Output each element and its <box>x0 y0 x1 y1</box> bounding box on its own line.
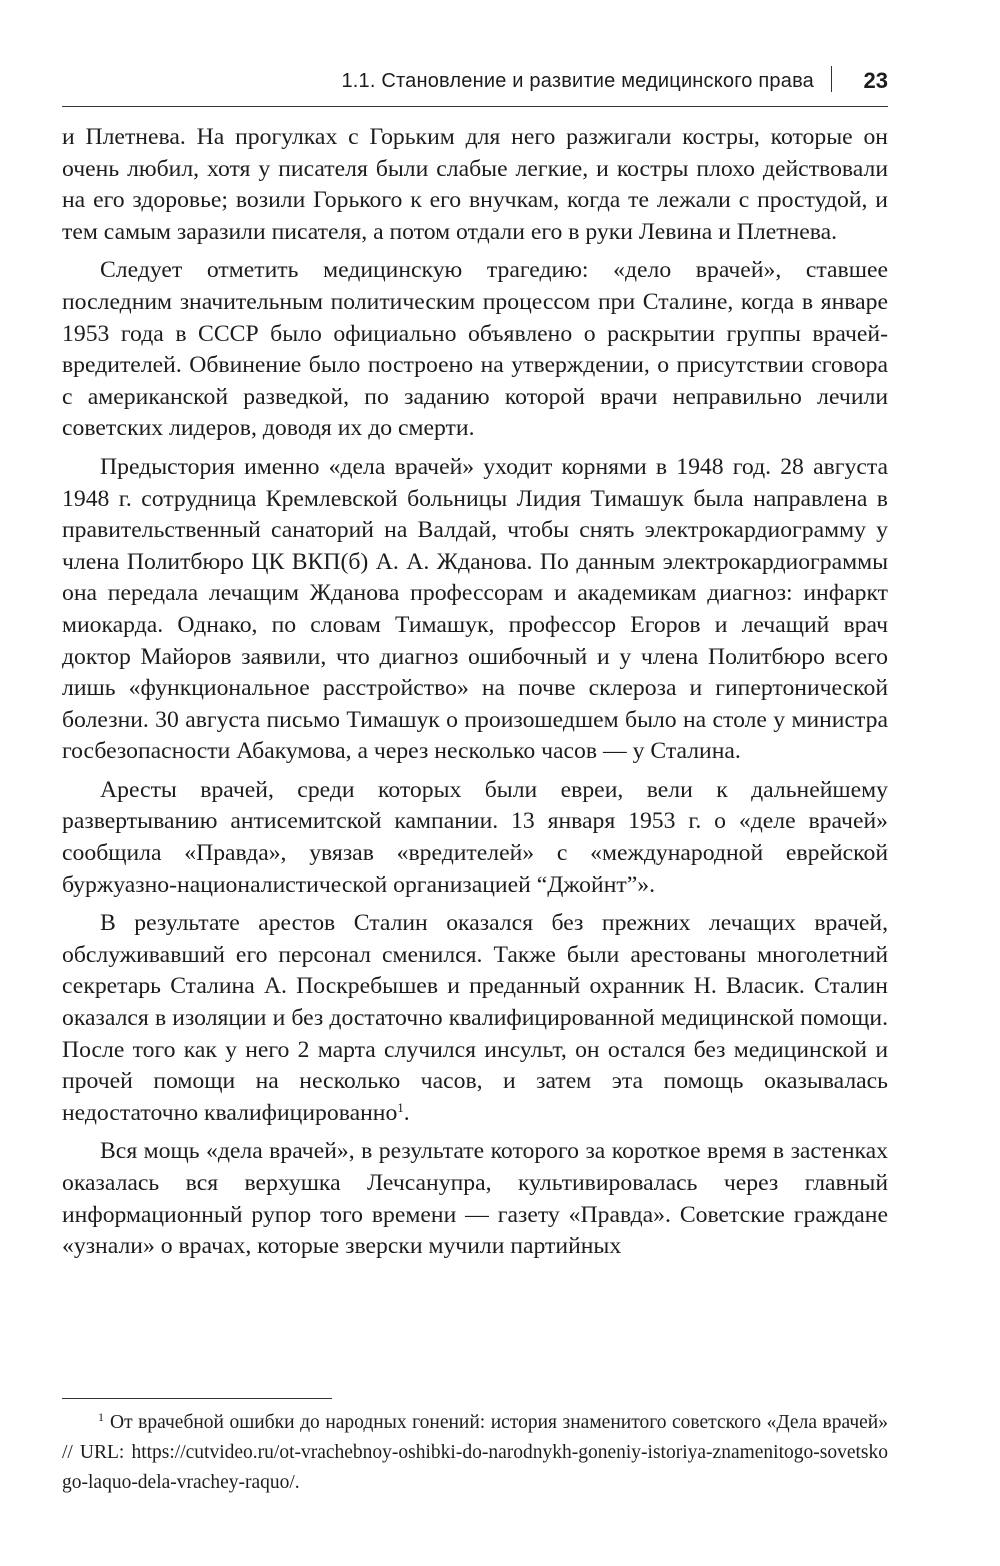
header-separator <box>831 66 833 92</box>
main-text <box>62 122 888 1270</box>
paragraph: Вся мощь «дела врачей», в результате которого за короткое время в застенках оказалась вся верхушка Лечсанупра, культивировалась через главный информационный рупор того времени — газету «Правда». Советские граждане «узнали» о врачах, которые зверски мучили партийных <box>62 1138 888 1260</box>
chapter-title: 1.1. Становление и развитие медицинского права <box>341 70 814 92</box>
paragraph <box>62 908 888 1129</box>
paragraph-text: В результате арестов Сталин оказался без прежних лечащих врачей, обслуживавший его персонал сменился. Также были арестованы многолетний секретарь Сталина А. Поскребышев и преданный охранник Н. Власик. Сталин оказался в изоляции и без достаточно квалифицированной медицинской помощи. После того как у него 2 марта случился инсульт, он остался без медицинской и прочей помощи на несколько часов, и затем эта помощь оказывалась недостаточно квалифицированно <box>62 910 888 1126</box>
page-number: 23 <box>863 68 888 93</box>
footnote <box>62 1408 888 1498</box>
footnote-divider <box>62 1398 332 1399</box>
paragraph-end: . <box>403 1099 410 1126</box>
paragraph: и Плетнева. На прогулках с Горьким для него разжигали костры, которые он очень любил, хотя у писателя были слабые легкие, и костры плохо действовали на его здоровье; возили Горького к его внучкам, когда те лежали с простудой, и тем самым заразили писателя, а потом отдали его в руки Левина и Плетнева. <box>62 124 888 245</box>
footnote-reference[interactable]: 1 <box>397 1099 404 1115</box>
footnote-marker: 1 <box>98 1410 104 1424</box>
paragraph: Аресты врачей, среди которых были евреи, вели к дальнейшему развертыванию антисемитской кампании. 13 января 1953 г. о «деле врачей» сообщила «Правда», увязав «вредителей» с «международной еврейской буржуазно-националистической организацией “Джойнт”». <box>62 776 888 898</box>
paragraph: Предыстория именно «дела врачей» уходит корнями в 1948 год. 28 августа 1948 г. сотрудница Кремлевской больницы Лидия Тимашук была направлена в правительственный санаторий на Валдай, чтобы снять электрокардиограмму у члена Политбюро ЦК ВКП(б) А. А. Жданова. По данным электрокардиограммы она передала лечащим Жданова профессорам и академикам диагноз: инфаркт миокарда. Однако, по словам Тимашук, профессор Егоров и лечащий врач доктор Майоров заявили, что диагноз ошибочный и у члена Политбюро всего лишь «функциональное расстройство» на почве склероза и гипертонической болезни. 30 августа письмо Тимашук о произошедшем было на столе у министра госбезопасности Абакумова, а через несколько часов — у Сталина. <box>62 453 888 765</box>
paragraph: Следует отметить медицинскую трагедию: «дело врачей», ставшее последним значительным политическим процессом при Сталине, когда в январе 1953 года в СССР было официально объявлено о раскрытии группы врачей-вредителей. Обвинение было построено на утверждении, о присутствии сговора с американской разведкой, по заданию которой врачи неправильно лечили советских лидеров, доводя их до смерти. <box>62 257 888 442</box>
footnote-text: От врачебной ошибки до народных гонений: история знаменитого советского «Дела врачей» // URL: https://cutvideo.ru/ot-vrachebnoy-oshibki-do-narodnykh-goneniy-istoriya-znamenitogo-sovetskogo-laquo-dela-vrachey-raquo/. <box>62 1412 888 1493</box>
running-header <box>62 62 888 107</box>
